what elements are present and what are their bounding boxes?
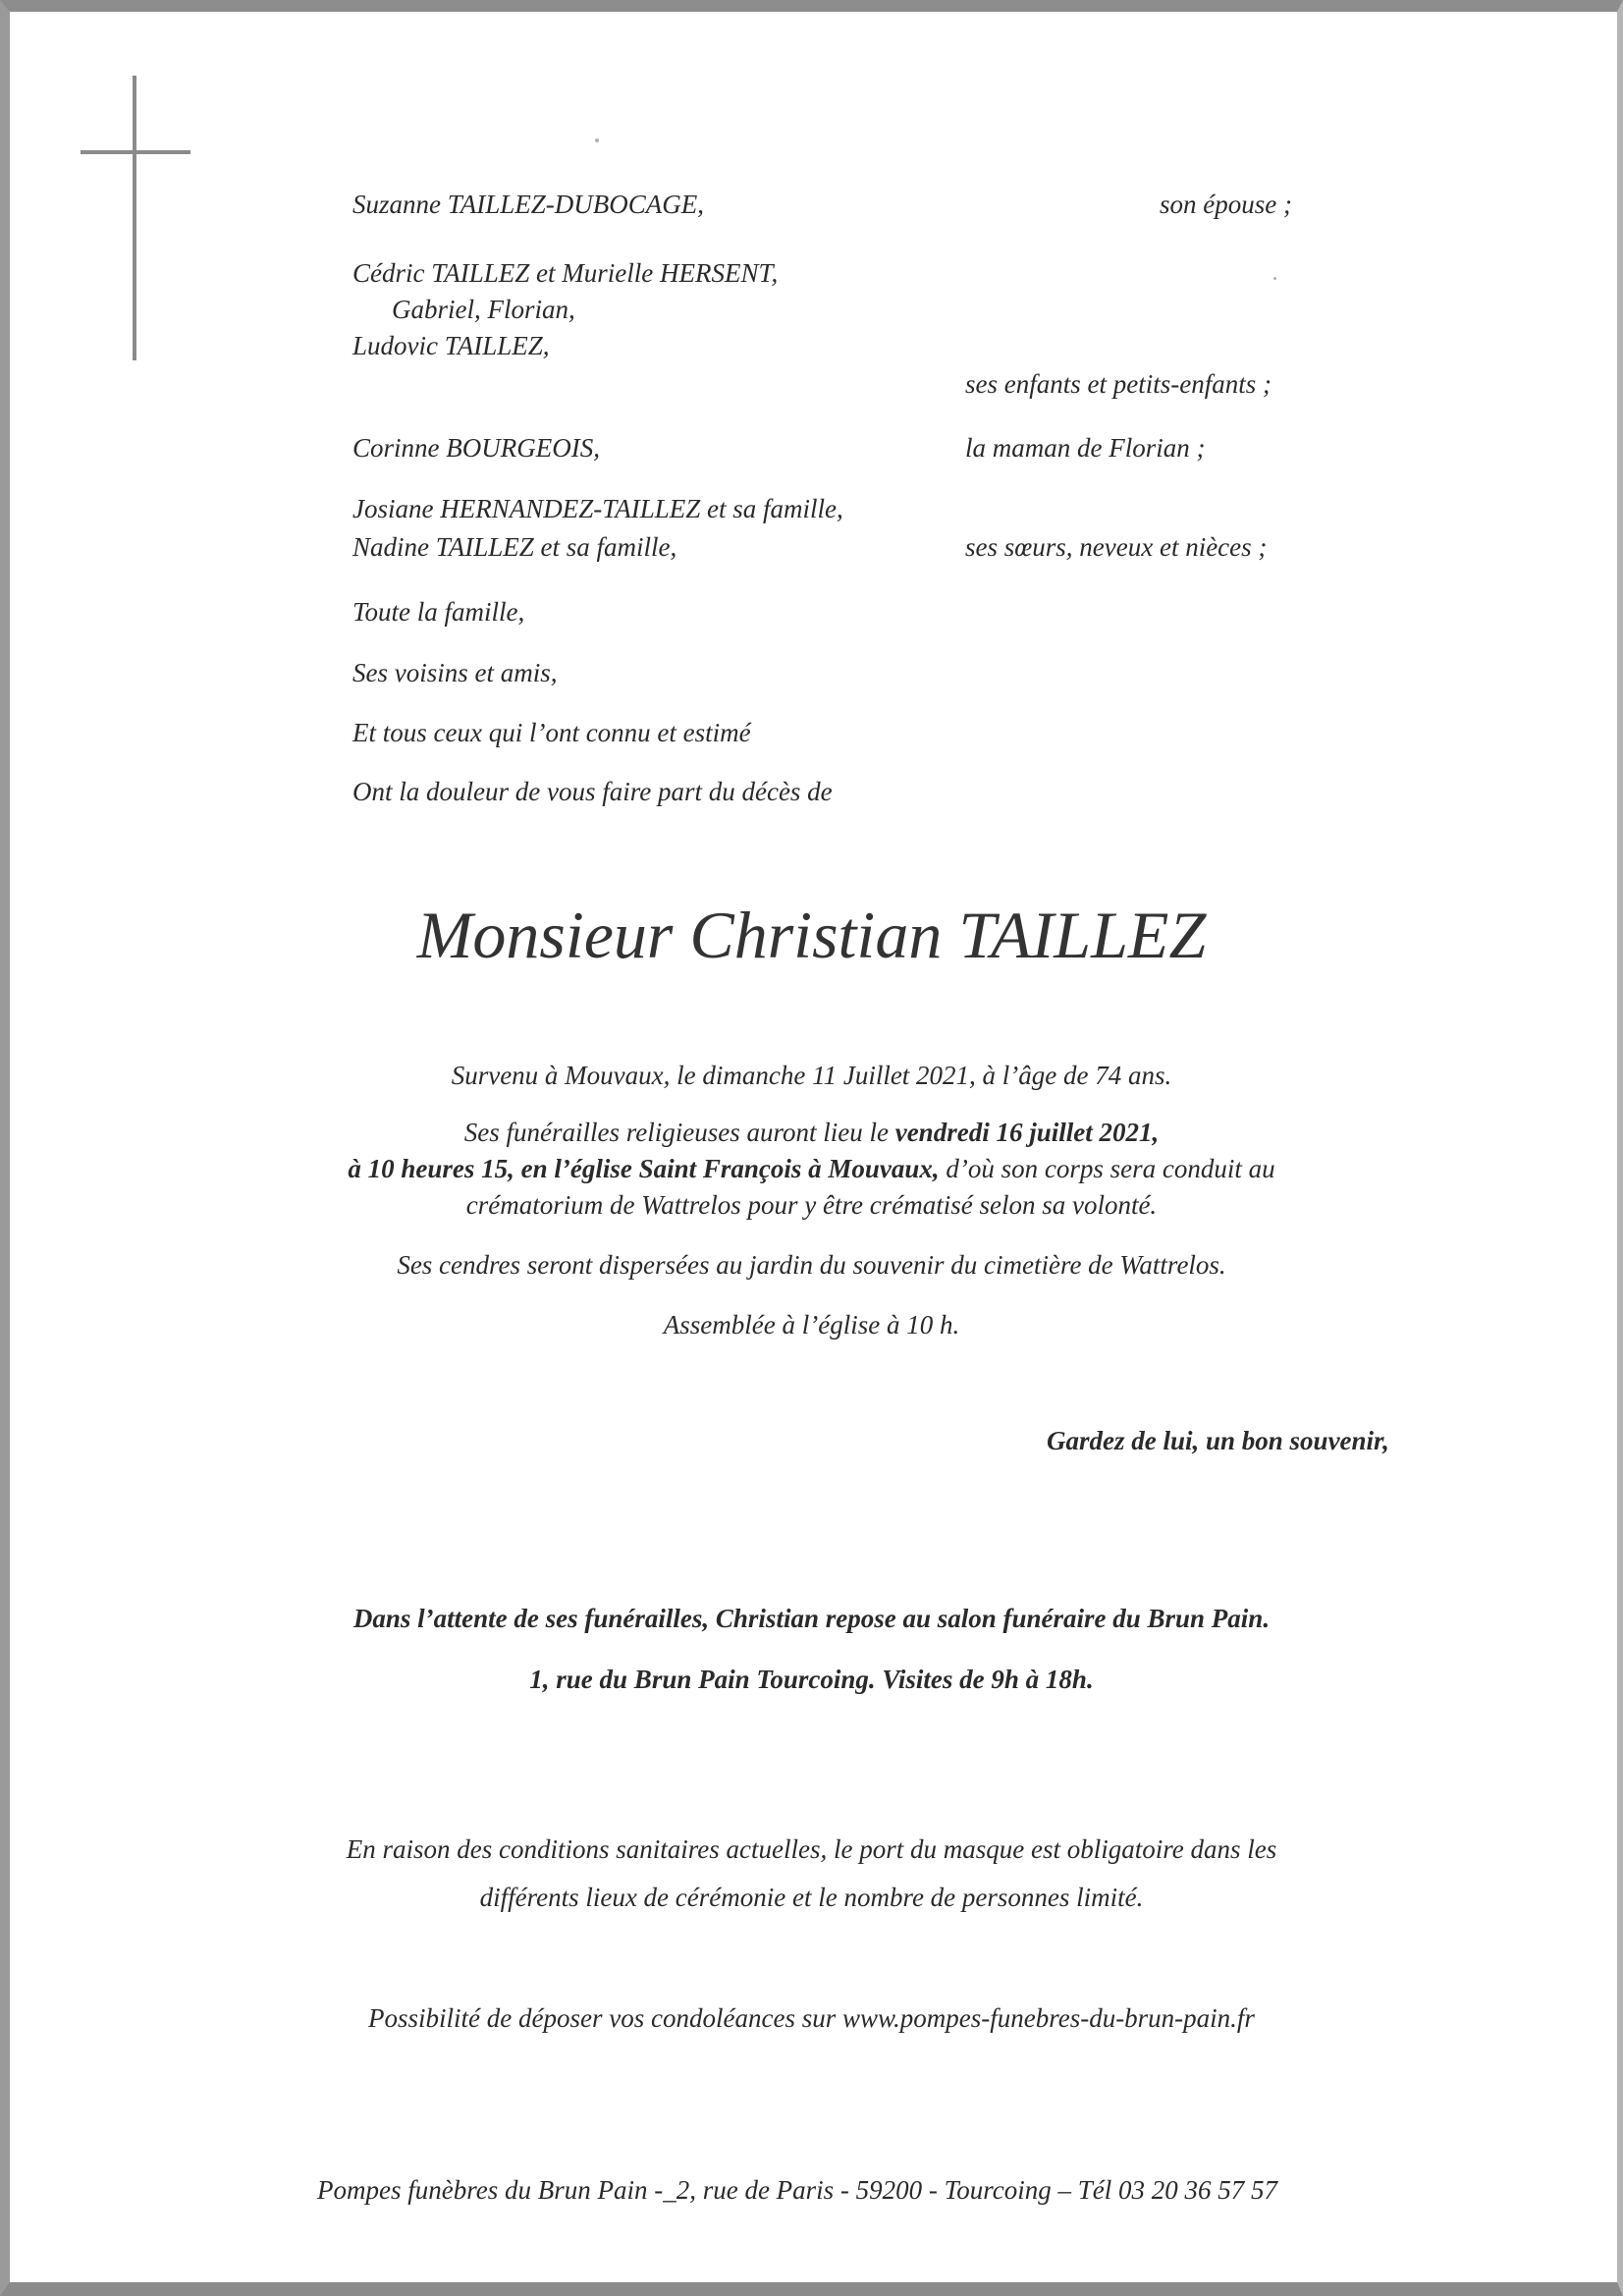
- announcement-line: Ont la douleur de vous faire part du décès de: [352, 777, 833, 806]
- family-line-sister-1: Josiane HERNANDEZ-TAILLEZ et sa famille,: [352, 494, 843, 523]
- family-line-children-1: Cédric TAILLEZ et Murielle HERSENT,: [352, 258, 779, 288]
- funeral-line-3: crématorium de Wattrelos pour y être crématisé selon sa volonté.: [465, 1190, 1158, 1220]
- family-line-mother: Corinne BOURGEOIS,: [352, 433, 600, 463]
- condolences-line: Possibilité de déposer vos condoléances sur www.pompes-funebres-du-brun-pain.fr: [368, 2003, 1255, 2033]
- covid-line-2: différents lieux de cérémonie et le nombre de personnes limité.: [479, 1883, 1144, 1912]
- funeral-date: vendredi 16 juillet 2021,: [894, 1118, 1160, 1147]
- rest-line-1: Dans l’attente de ses funérailles, Christian repose au salon funéraire du Brun Pain.: [352, 1604, 1271, 1633]
- cross-icon: [133, 76, 136, 360]
- family-line-spouse: Suzanne TAILLEZ-DUBOCAGE,: [352, 190, 705, 219]
- funeral-line-2: [0, 1156, 1623, 1182]
- assembly-notice: Assemblée à l’église à 10 h.: [663, 1310, 960, 1339]
- ashes-notice: Ses cendres seront dispersées au jardin du souvenir du cimetière de Wattrelos.: [397, 1250, 1226, 1280]
- death-notice: Survenu à Mouvaux, le dimanche 11 Juillet 2021, à l’âge de 74 ans.: [451, 1061, 1172, 1090]
- covid-line-1: En raison des conditions sanitaires actuelles, le port du masque est obligatoire dans les: [346, 1834, 1277, 1864]
- closing-line: Gardez de lui, un bon souvenir,: [1047, 1426, 1389, 1455]
- family-line-all: Toute la famille,: [352, 597, 525, 627]
- funeral-line-1: [0, 1120, 1623, 1146]
- family-line-children-2: Ludovic TAILLEZ,: [352, 331, 550, 360]
- rest-line-2: 1, rue du Brun Pain Tourcoing. Visites de 9h à 18h.: [529, 1665, 1094, 1694]
- cross-icon-bar: [81, 150, 190, 154]
- scan-speck: [1273, 277, 1276, 280]
- family-line-sister-2: Nadine TAILLEZ et sa famille,: [352, 532, 677, 562]
- family-line-neighbours: Ses voisins et amis,: [352, 658, 558, 687]
- scan-speck: [595, 138, 599, 142]
- family-role-sisters: ses sœurs, neveux et nièces ;: [965, 532, 1268, 562]
- family-line-acquaintances: Et tous ceux qui l’ont connu et estimé: [352, 718, 751, 747]
- deceased-name: Monsieur Christian TAILLEZ: [416, 898, 1207, 972]
- family-line-grandchildren: Gabriel, Florian,: [392, 295, 575, 324]
- family-role-spouse: son épouse ;: [1160, 190, 1292, 219]
- funeral-time-place: à 10 heures 15, en l’église Saint François à Mouvaux,: [348, 1154, 940, 1183]
- family-role-children: ses enfants et petits-enfants ;: [965, 369, 1271, 399]
- funeral-line-2-text: d’où son corps sera conduit au: [939, 1154, 1275, 1183]
- funeral-line-1-text: Ses funérailles religieuses auront lieu le: [463, 1118, 895, 1147]
- footer-address: Pompes funèbres du Brun Pain -_2, rue de Paris - 59200 - Tourcoing – Tél 03 20 36 57 57: [317, 2175, 1277, 2205]
- family-role-mother: la maman de Florian ;: [965, 433, 1206, 463]
